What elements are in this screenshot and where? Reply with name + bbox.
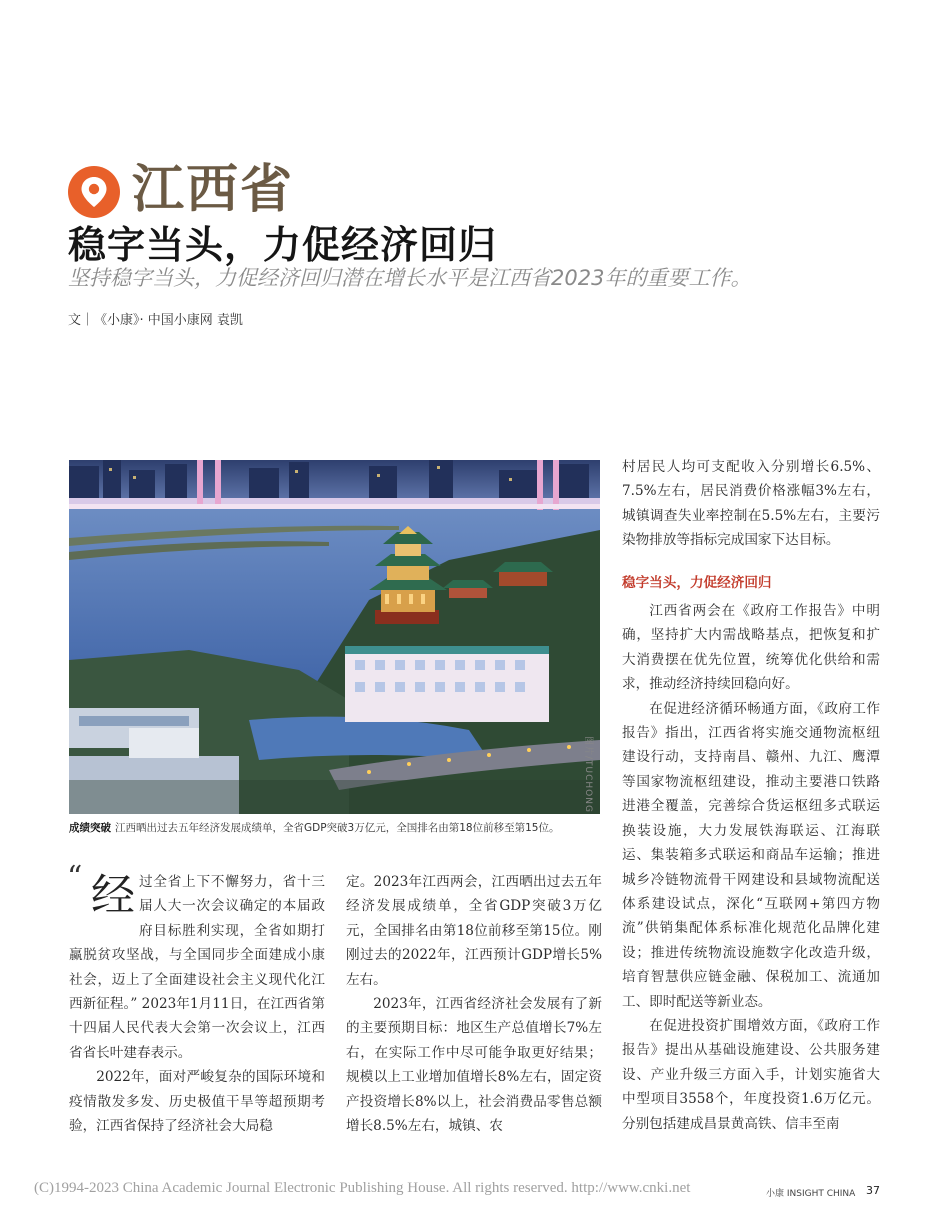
open-quote: “	[67, 860, 83, 895]
body-column-3	[622, 455, 880, 1136]
caption-label: 成绩突破	[69, 822, 111, 834]
publication-name: 小康 INSIGHT CHINA	[766, 1189, 856, 1199]
caption-text: 江西晒出过去五年经济发展成绩单，全省GDP突破3万亿元，全国排名由第18位前移至第15位。	[115, 822, 560, 834]
cnki-watermark: (C)1994-2023 China Academic Journal Electronic Publishing House. All rights reserved. http://www.cnki.net	[34, 1180, 691, 1196]
paragraph: 2023年，江西省经济社会发展有了新的主要预期目标：地区生产总值增长7%左右，在实际工作中尽可能争取更好结果；规模以上工业增加值增长8%左右，固定资产投资增长8%以上，社会消费品零售总额增长8.5%左右，城镇、农	[346, 996, 602, 1135]
opening-paragraph	[67, 860, 325, 1065]
paragraph: 过全省上下不懈努力，省十三届人大一次会议确定的本届政府目标胜利实现，全省如期打赢脱贫攻坚战，与全国同步全面建成小康社会，迈上了全面建设社会主义现代化江西新征程。” 2023年1月11日，在江西省第十四届人民代表大会第一次会议上，江西省省长叶建春表示。	[69, 874, 325, 1061]
photo-illustration	[69, 460, 600, 814]
photo-caption	[69, 820, 609, 836]
article-title: 稳字当头，力促经济回归	[68, 223, 498, 267]
drop-cap: 经	[91, 870, 135, 921]
paragraph: 在促进投资扩围增效方面，《政府工作报告》提出从基础设施建设、公共服务建设、产业升级三方面入手，计划实施省大中型项目3558个，年度投资1.6万亿元。分别包括建成昌景黄高铁、信丰至南	[622, 1017, 880, 1132]
section-heading: 稳字当头，力促经济回归	[622, 574, 772, 591]
page-number: 37	[866, 1184, 880, 1197]
paragraph: 村居民人均可支配收入分别增长6.5%、7.5%左右，居民消费价格涨幅3%左右，城镇调查失业率控制在5.5%左右，主要污染物排放等指标完成国家下达目标。	[622, 459, 880, 549]
location-pin-icon	[68, 166, 120, 218]
body-column-2	[346, 870, 602, 1138]
tengwang-pavilion-photo	[69, 460, 600, 814]
paragraph: 江西省两会在《政府工作报告》中明确，坚持扩大内需战略基点，把恢复和扩大消费摆在优先位置，统筹优化供给和需求，推动经济持续回稳向好。	[622, 603, 880, 693]
body-column-1	[67, 860, 325, 1138]
photo-credit: 图片/TUCHONG	[583, 736, 593, 813]
paragraph: 在促进经济循环畅通方面，《政府工作报告》指出，江西省将实施交通物流枢纽建设行动，支持南昌、赣州、九江、鹰潭等国家物流枢纽建设，推动主要港口铁路进港全覆盖，完善综合货运枢纽多式联运换装设施，大力发展铁海联运、江海联运、集装箱多式联运和商品车运输；推进城乡冷链物流骨干网建设和县域物流配送体系建设试点，深化“互联网+第四方物流”供销集配体系标准化规范化品牌化建设；推进传统物流设施数字化改造升级，培育智慧供应链金融、保税加工、流通加工、即时配送等新业态。	[622, 700, 880, 1010]
paragraph: 定。2023年江西两会，江西晒出过去五年经济发展成绩单，全省GDP突破3万亿元，全国排名由第18位前移至第15位。刚刚过去的2022年，江西预计GDP增长5%左右。	[346, 874, 602, 988]
province-name: 江西省	[132, 159, 295, 220]
byline: 文｜《小康》· 中国小康网 袁凯	[68, 313, 243, 328]
paragraph: 2022年，面对严峻复杂的国际环境和疫情散发多发、历史极值干旱等超预期考验，江西省保持了经济社会大局稳	[69, 1069, 325, 1135]
article-subtitle: 坚持稳字当头，力促经济回归潜在增长水平是江西省2023年的重要工作。	[68, 266, 752, 290]
